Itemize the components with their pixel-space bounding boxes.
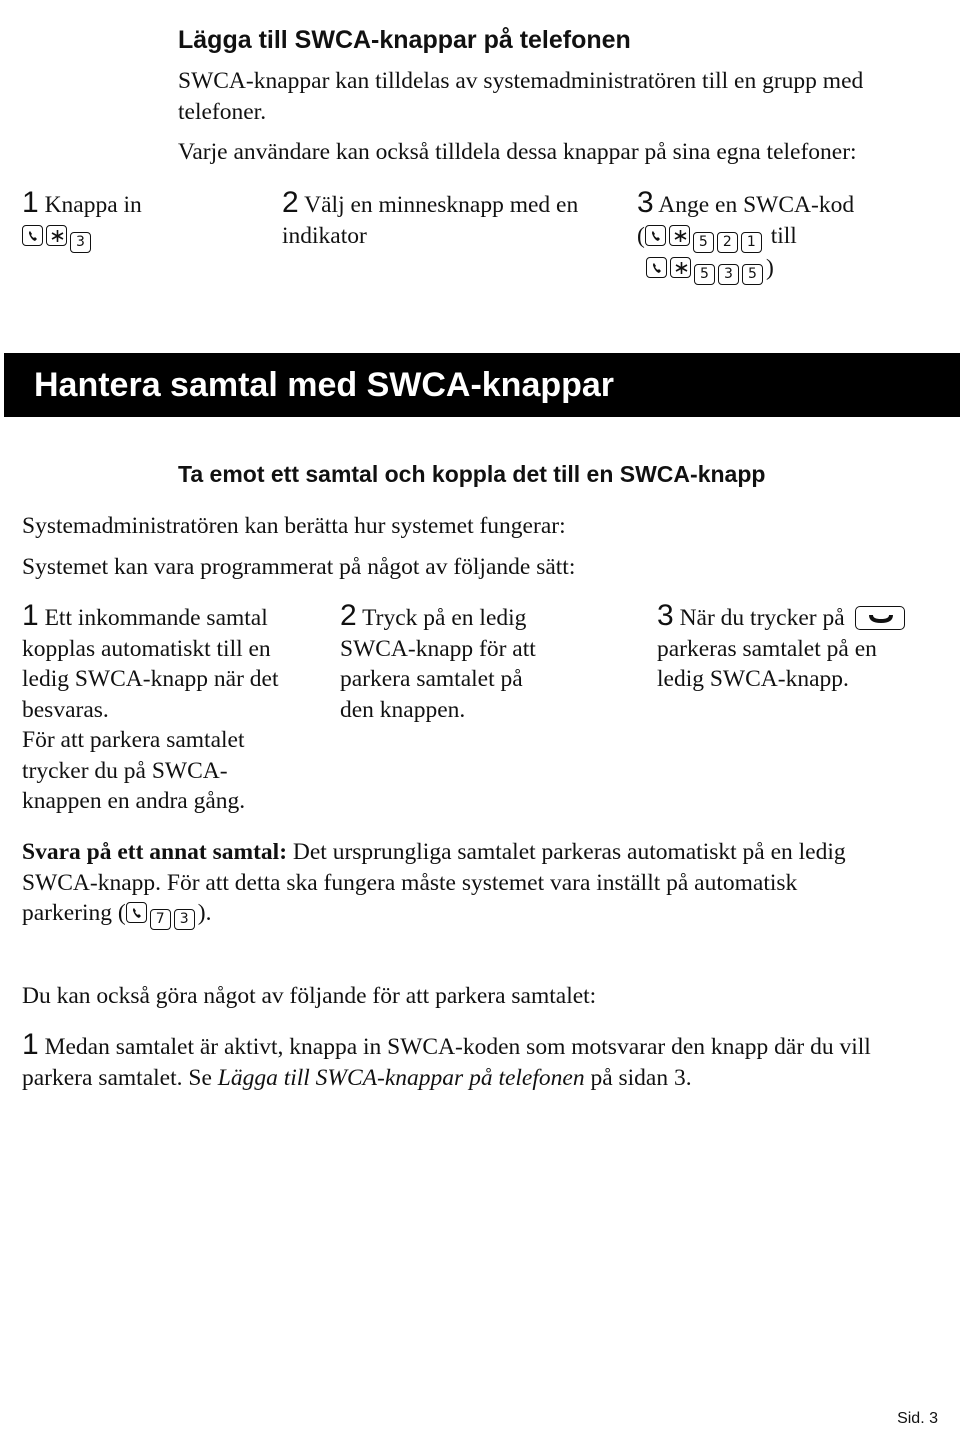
option-line: SWCA-knapp för att: [340, 635, 536, 662]
item-text: Medan samtalet är aktivt, knappa in SWCA-koden som motsvarar den knapp där du vill: [44, 1034, 871, 1060]
feature-key-icon: [22, 225, 43, 246]
digit-key: 5: [742, 264, 763, 285]
option-line: parkeras samtalet på en: [657, 635, 877, 662]
option-number: 1: [22, 599, 39, 632]
option-line: knappen en andra gång.: [22, 788, 246, 814]
star-key-icon: [670, 257, 691, 278]
option-line: ledig SWCA-knapp när det: [22, 666, 279, 692]
option-line: Ett inkommande samtal: [44, 605, 268, 631]
option-number: 2: [340, 599, 357, 632]
list-item: [22, 1030, 957, 1093]
feature-key-icon: [646, 257, 667, 278]
section-banner: [4, 353, 960, 417]
step-text: Välj en minnesknapp med en indikator: [282, 192, 579, 249]
option-line: När du trycker på: [679, 605, 845, 631]
option-line: För att parkera samtalet: [22, 727, 245, 753]
answer-text: ).: [197, 900, 212, 926]
page-number: Sid. 3: [897, 1410, 938, 1427]
close-paren: ): [766, 254, 774, 281]
feature-key-icon: [126, 902, 147, 923]
digit-key: 5: [694, 264, 715, 285]
option-line: trycker du på SWCA-: [22, 757, 228, 784]
item-text: parkera samtalet. Se: [22, 1064, 218, 1091]
digit-key: 1: [741, 232, 762, 253]
handset-icon: [855, 606, 905, 630]
cross-reference-link[interactable]: Lägga till SWCA-knappar på telefonen: [217, 1064, 585, 1091]
option-line: besvaras.: [22, 696, 109, 723]
option-3: [657, 601, 947, 695]
answer-lead: Svara på ett annat samtal:: [22, 839, 288, 865]
step-2: [282, 188, 622, 251]
option-line: Tryck på en ledig: [362, 605, 527, 631]
banner-title: Hantera samtal med SWCA-knappar: [34, 366, 615, 404]
digit-key: 2: [717, 232, 738, 253]
digit-key: 5: [693, 232, 714, 253]
answer-text: SWCA-knapp. För att detta ska fungera måste systemet vara inställt på automatisk: [22, 869, 798, 896]
item-number: 1: [22, 1028, 39, 1061]
digit-key: 3: [718, 264, 739, 285]
step-text: Ange en SWCA-kod: [658, 192, 855, 218]
paragraph: Systemadministratören kan berätta hur systemet fungerar:: [22, 513, 566, 539]
step-number: 3: [637, 186, 654, 219]
subheading: Ta emot ett samtal och koppla det till en SWCA-knapp: [178, 461, 766, 487]
step-1: [22, 188, 182, 253]
step-3: [637, 188, 937, 285]
intro-paragraph: SWCA-knappar kan tilldelas av systemadministratören till en grupp med telefoner.: [178, 68, 864, 125]
option-number: 3: [657, 599, 674, 632]
option-line: kopplas automatiskt till en: [22, 635, 271, 662]
open-paren: (: [637, 222, 645, 249]
step-number: 1: [22, 186, 39, 219]
step-text: Knappa in: [44, 192, 142, 218]
answer-text: Det ursprungliga samtalet parkeras automatiskt på en ledig: [287, 839, 846, 865]
section-heading: Lägga till SWCA-knappar på telefonen: [178, 26, 631, 54]
option-line: parkera samtalet på: [340, 666, 523, 692]
intro-paragraph-2: Varje användare kan också tilldela dessa knappar på sina egna telefoner:: [178, 139, 857, 165]
option-line: den knappen.: [340, 696, 466, 723]
digit-key: 3: [174, 909, 195, 930]
option-1: [22, 601, 322, 817]
paragraph: Du kan också göra något av följande för att parkera samtalet:: [22, 983, 597, 1009]
answer-text: parkering (: [22, 900, 126, 926]
star-key-icon: [669, 225, 690, 246]
option-2: [340, 601, 630, 725]
step-number: 2: [282, 186, 299, 219]
star-key-icon: [46, 225, 67, 246]
digit-key: 7: [150, 909, 171, 930]
digit-key: 3: [70, 232, 91, 253]
answer-paragraph: [22, 837, 952, 930]
item-text: på sidan 3.: [584, 1064, 692, 1091]
option-line: ledig SWCA-knapp.: [657, 666, 849, 692]
till-word: till: [770, 222, 797, 249]
paragraph: Systemet kan vara programmerat på något av följande sätt:: [22, 554, 576, 580]
feature-key-icon: [645, 225, 666, 246]
